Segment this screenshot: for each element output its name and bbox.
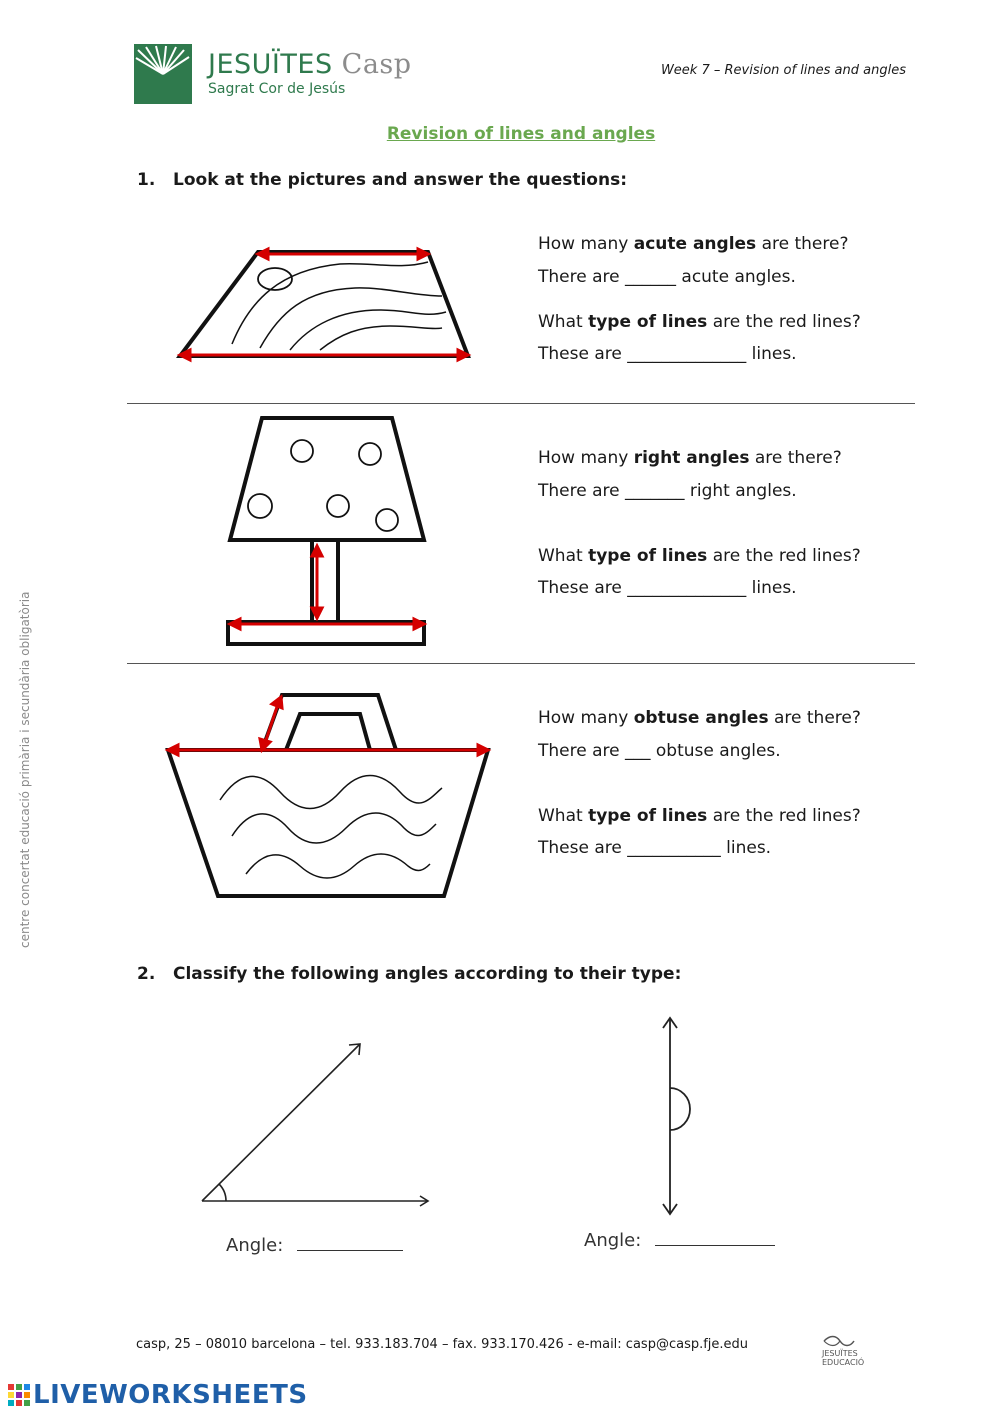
school-logo-emblem [134, 44, 192, 104]
angle-2-label-text: Angle: [584, 1230, 642, 1251]
week-label: Week 7 – Revision of lines and angles [660, 63, 906, 78]
footer-logo [822, 1333, 864, 1367]
figure-straight-angle [650, 1012, 710, 1222]
q2-lines-question-pre: What [538, 546, 589, 566]
q2-lines-answer[interactable]: These are ______________ lines. [538, 578, 797, 598]
divider-1 [127, 403, 915, 404]
q2-right-question-post: are there? [749, 448, 842, 468]
q3-lines-question [538, 805, 861, 827]
q3-lines-question-bold: type of lines [588, 806, 708, 826]
q3-lines-question-post: are the red lines? [707, 806, 861, 826]
q2-right-answer[interactable]: There are _______ right angles. [538, 481, 797, 501]
q1-acute-question [538, 233, 848, 255]
angle-1-label-text: Angle: [226, 1235, 284, 1256]
section-2-text: Classify the following angles according to their type: [173, 964, 682, 984]
q1-acute-answer[interactable]: There are ______ acute angles. [538, 267, 796, 287]
liveworksheets-brand-text: LIVEWORKSHEETS [33, 1380, 308, 1410]
section-2-heading [137, 964, 681, 984]
q1-lines-question-pre: What [538, 312, 589, 332]
footer-logo-line2: EDUCACIÓ [822, 1358, 865, 1367]
q1-lines-question [538, 311, 861, 333]
q1-acute-question-pre: How many [538, 234, 634, 254]
figure-acute-angle [196, 1036, 436, 1211]
divider-2 [127, 663, 915, 664]
jesuites-educacio-logo-icon [822, 1333, 856, 1349]
side-vertical-text: centre concertat educació primària i secundària obligatòria [18, 591, 32, 948]
q3-lines-question-pre: What [538, 806, 589, 826]
footer-logo-line1: JESUÏTES [822, 1349, 858, 1358]
angle-2-label [584, 1230, 775, 1251]
q3-obtuse-question [538, 707, 861, 729]
q2-lines-question [538, 545, 861, 567]
q1-lines-answer[interactable]: These are ______________ lines. [538, 344, 797, 364]
footer-address: casp, 25 – 08010 barcelona – tel. 933.183.704 – fax. 933.170.426 - e-mail: casp@casp.fje.edu [136, 1337, 749, 1352]
palm-leaf-logo-icon [134, 44, 192, 104]
school-subtitle: Sagrat Cor de Jesús [208, 81, 346, 97]
q1-lines-question-bold: type of lines [588, 312, 708, 332]
section-1-text: Look at the pictures and answer the questions: [173, 170, 628, 190]
section-1-number: 1. [137, 170, 156, 190]
q2-right-question-bold: right angles [633, 448, 750, 468]
q3-obtuse-answer[interactable]: There are ___ obtuse angles. [538, 741, 781, 761]
q2-lines-question-post: are the red lines? [707, 546, 861, 566]
school-name-place: Casp [341, 49, 412, 80]
q3-obtuse-question-pre: How many [538, 708, 634, 728]
q3-obtuse-question-post: are there? [768, 708, 861, 728]
angle-1-answer-blank[interactable] [297, 1236, 403, 1251]
figure-lamp [220, 410, 440, 650]
liveworksheets-grid-icon [8, 1384, 30, 1406]
figure-carpet [170, 240, 480, 370]
section-2-number: 2. [137, 964, 156, 984]
angle-2-answer-blank[interactable] [655, 1231, 775, 1246]
q2-right-question-pre: How many [538, 448, 634, 468]
q2-right-question [538, 447, 842, 469]
figure-basket [160, 688, 500, 903]
section-1-heading [137, 170, 627, 190]
q1-acute-question-bold: acute angles [633, 234, 757, 254]
q3-obtuse-question-bold: obtuse angles [633, 708, 769, 728]
q3-lines-answer[interactable]: These are ___________ lines. [538, 838, 772, 858]
angle-1-label [226, 1235, 403, 1256]
q2-lines-question-bold: type of lines [588, 546, 708, 566]
page-title: Revision of lines and angles [386, 124, 656, 144]
school-name-main: JESUÏTES [208, 49, 333, 80]
q1-acute-question-post: are there? [756, 234, 849, 254]
liveworksheets-brand[interactable] [8, 1380, 308, 1410]
q1-lines-question-post: are the red lines? [707, 312, 861, 332]
school-name [208, 50, 412, 80]
